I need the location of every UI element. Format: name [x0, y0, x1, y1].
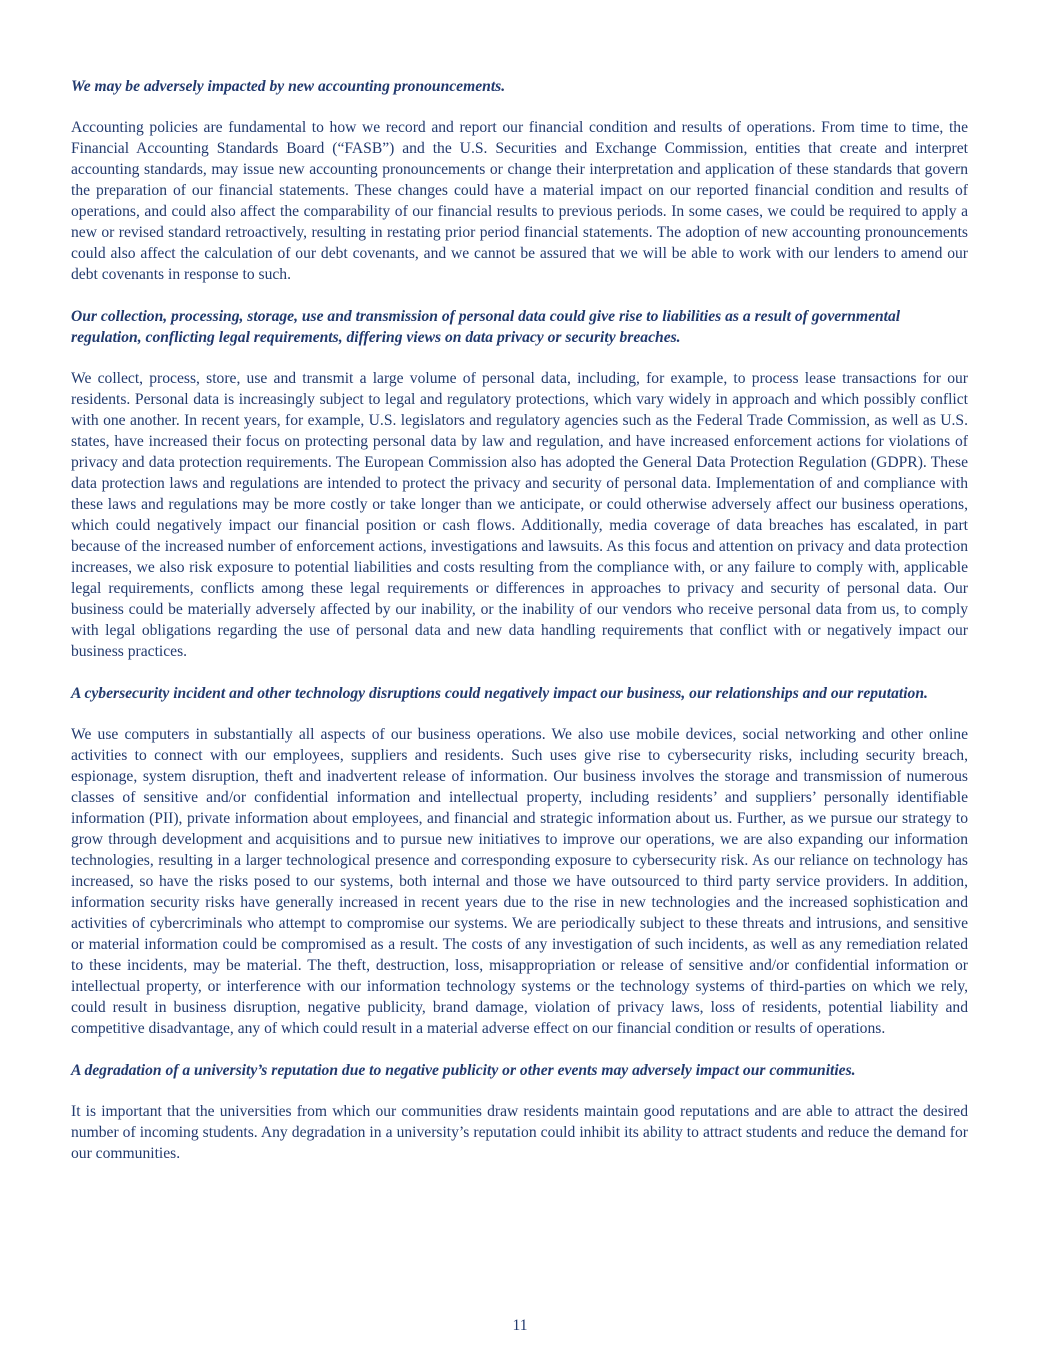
section-heading-cybersecurity: A cybersecurity incident and other technology disruptions could negatively impact our business, our relationships and our reputation. — [71, 685, 928, 702]
section-body-university-reputation: It is important that the universities from which our communities draw residents maintain good reputations and are able to attract the desired number of incoming students. Any degradation in a university’s reputation could inhibit its ability to attract students and reduce the demand for our communities. — [71, 1103, 968, 1162]
section-body-personal-data: We collect, process, store, use and transmit a large volume of personal data, including, for example, to process lease transactions for our residents. Personal data is increasingly subject to legal and regulatory protections, which vary widely in approach and which possibly conflict with one another. In recent years, for example, U.S. legislators and regulatory agencies such as the Federal Trade Commission, as well as U.S. states, have increased their focus on protecting personal data by law and regulation, and have increased enforcement actions for violations of privacy and data protection requirements. The European Commission also has adopted the General Data Protection Regulation (GDPR). These data protection laws and regulations are intended to protect the privacy and security of personal data. Implementation of and compliance with these laws and regulations may be more costly or take longer than we anticipate, or could otherwise adversely affect our business operations, which could negatively impact our financial position or cash flows. Additionally, media coverage of data breaches has escalated, in part because of the increased number of enforcement actions, investigations and lawsuits. As this focus and attention on privacy and data protection increases, we also risk exposure to potential liabilities and costs resulting from the compliance with, or any failure to comply with, applicable legal requirements, conflicts among these legal requirements or differences in approaches to privacy and security of personal data. Our business could be materially adversely affected by our inability, or the inability of our vendors who receive personal data from us, to comply with legal obligations regarding the use of personal data and new data handling requirements that conflict with or negatively impact our business practices. — [71, 370, 968, 660]
section-heading-university-reputation: A degradation of a university’s reputation due to negative publicity or other events may adversely impact our communities. — [71, 1062, 856, 1079]
section-heading-accounting: We may be adversely impacted by new accounting pronouncements. — [71, 78, 506, 95]
section-body-accounting: Accounting policies are fundamental to how we record and report our financial condition and results of operations. From time to time, the Financial Accounting Standards Board (“FASB”) and the U.S. Securities and Exchange Commission, entities that create and interpret accounting standards, may issue new accounting pronouncements or change their interpretation and application of these standards that govern the preparation of our financial statements. These changes could have a material impact on our reported financial condition and results of operations, and could also affect the comparability of our financial results to previous periods. In some cases, we could be required to apply a new or revised standard retroactively, resulting in restating prior period financial statements. The adoption of new accounting pronouncements could also affect the calculation of our debt covenants, and we cannot be assured that we will be able to work with our lenders to amend our debt covenants in response to such. — [71, 119, 968, 283]
page-number: 11 — [512, 1317, 528, 1334]
section-heading-personal-data: Our collection, processing, storage, use and transmission of personal data could give rise to liabilities as a result of governmental regulation, conflicting legal requirements, differing views on data privacy or security breaches. — [71, 308, 901, 346]
section-body-cybersecurity: We use computers in substantially all aspects of our business operations. We also use mobile devices, social networking and other online activities to connect with our employees, suppliers and residents. Such uses give rise to cybersecurity risks, including security breach, espionage, system disruption, theft and inadvertent release of information. Our business involves the storage and transmission of numerous classes of sensitive and/or confidential information and intellectual property, including residents’ and suppliers’ personally identifiable information (PII), private information about employees, and financial and strategic information about us. Further, as we pursue our strategy to grow through development and acquisitions and to pursue new initiatives to improve our operations, we are also expanding our information technologies, resulting in a larger technological presence and corresponding exposure to cybersecurity risk. As our reliance on technology has increased, so have the risks posed to our systems, both internal and those we have outsourced to third party service providers. In addition, information security risks have generally increased in recent years due to the rise in new technologies and the increased sophistication and activities of cybercriminals who attempt to compromise our systems. We are periodically subject to these threats and intrusions, and sensitive or material information could be compromised as a result. The costs of any investigation of such incidents, as well as any remediation related to these incidents, may be material. The theft, destruction, loss, misappropriation or release of sensitive and/or confidential information or intellectual property, or interference with our information technology systems or the technology systems of third-parties on which we rely, could result in business disruption, negative publicity, brand damage, violation of privacy laws, loss of residents, potential liability and competitive disadvantage, any of which could result in a material adverse effect on our financial condition or results of operations. — [71, 726, 968, 1037]
document-page — [71, 76, 968, 1185]
